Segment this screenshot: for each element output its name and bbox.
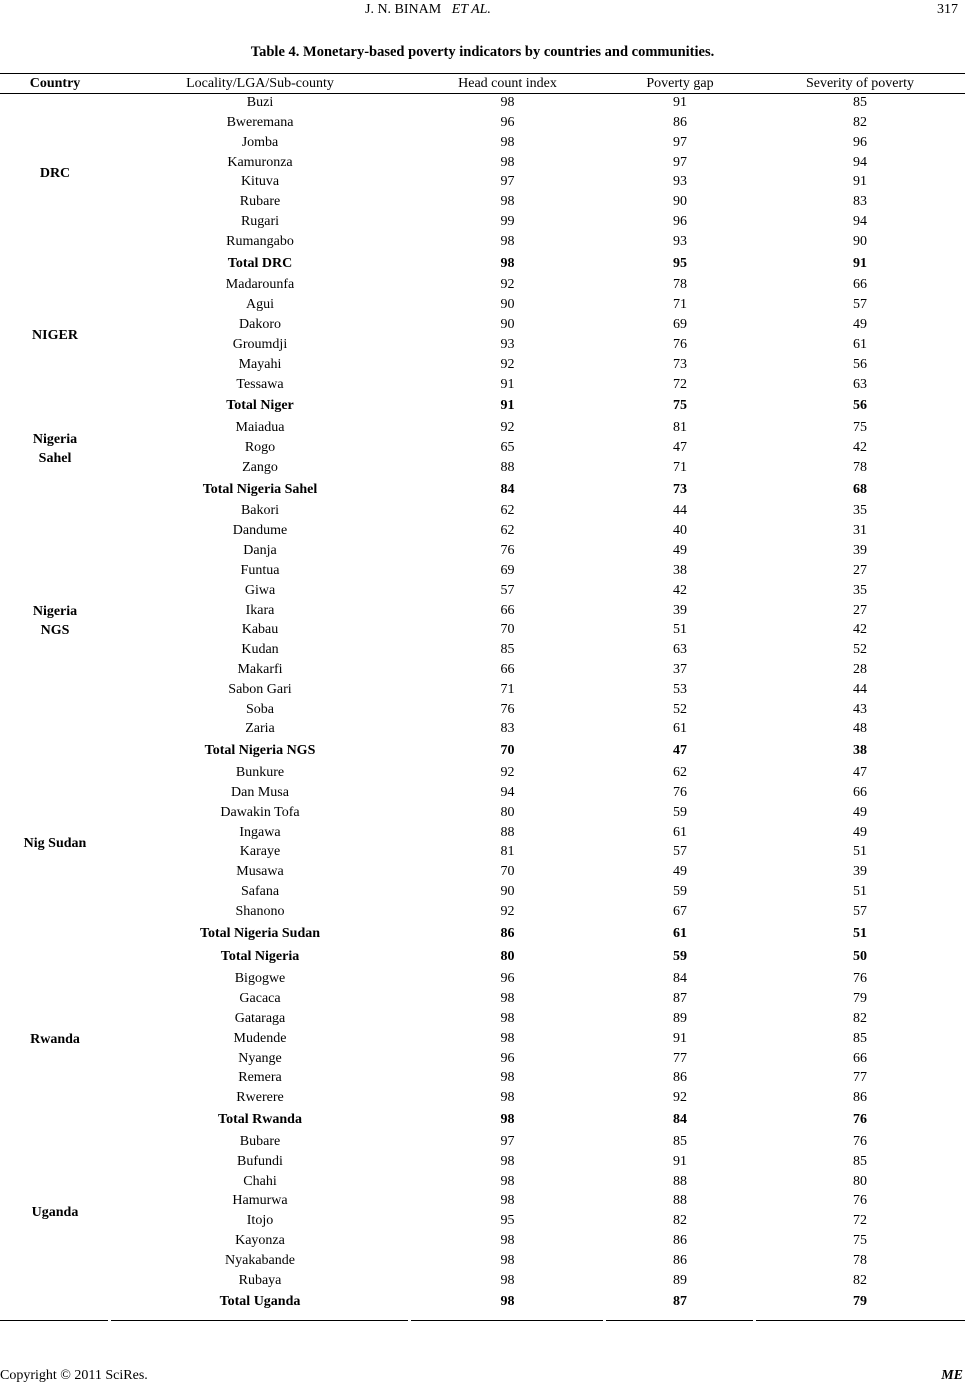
running-head-author	[365, 0, 491, 20]
severity-cell: 72	[853, 1213, 867, 1229]
head-count-cell: 76	[500, 543, 515, 558]
severity-cell: 61	[853, 336, 867, 352]
poverty-gap-cell: 76	[673, 336, 687, 352]
poverty-gap-cell: 59	[673, 804, 687, 820]
head-count-total-cell: 80	[500, 949, 515, 965]
head-count-cell: 97	[500, 1133, 515, 1149]
locality-total-cell: Total Rwanda	[218, 1112, 302, 1127]
severity-cell: 31	[853, 523, 867, 539]
locality-cell: Makarfi	[237, 662, 283, 677]
poverty-gap-cell: 72	[673, 376, 687, 392]
head-count-cell: 98	[500, 233, 515, 249]
poverty-gap-cell: 89	[673, 1272, 687, 1288]
poverty-gap-cell: 47	[673, 439, 687, 455]
locality-cell: Rubaya	[238, 1272, 282, 1288]
locality-cell: Kayonza	[235, 1232, 285, 1248]
poverty-gap-total-cell: 61	[673, 925, 687, 941]
locality-cell: Funtua	[240, 562, 280, 578]
poverty-gap-cell: 57	[673, 844, 687, 860]
severity-cell: 49	[853, 317, 867, 332]
country-label	[0, 326, 110, 345]
head-count-cell: 98	[500, 1010, 515, 1026]
poverty-gap-cell: 89	[673, 1010, 687, 1026]
head-count-total-cell: 98	[500, 1112, 515, 1127]
locality-cell: Shanono	[235, 903, 285, 919]
poverty-gap-total-cell: 73	[673, 481, 687, 497]
head-count-cell: 98	[500, 1153, 515, 1169]
locality-total-cell: Total Nigeria Sudan	[199, 925, 321, 941]
poverty-gap-cell: 49	[673, 864, 687, 880]
severity-total-cell: 68	[853, 481, 867, 497]
severity-cell: 79	[853, 991, 867, 1007]
poverty-gap-total-cell: 95	[673, 255, 687, 271]
severity-cell: 66	[853, 1050, 867, 1066]
locality-cell: Soba	[246, 701, 274, 717]
head-count-cell: 88	[500, 459, 515, 475]
head-count-cell: 66	[500, 602, 515, 618]
locality-cell: Zango	[242, 459, 278, 475]
locality-total-cell: Total Nigeria Sahel	[202, 481, 318, 497]
head-count-cell: 71	[500, 681, 515, 697]
head-count-cell: 57	[500, 582, 515, 598]
severity-cell: 44	[853, 681, 867, 697]
head-count-total-cell: 86	[500, 925, 515, 941]
severity-cell: 35	[853, 582, 867, 598]
locality-cell: Giwa	[244, 582, 276, 598]
poverty-gap-cell: 59	[673, 884, 687, 899]
locality-cell: Mayahi	[238, 356, 282, 372]
head-count-cell: 98	[500, 1090, 515, 1106]
head-count-total-cell: 98	[500, 1294, 515, 1310]
severity-cell: 86	[853, 1090, 867, 1106]
locality-cell: Remera	[238, 1070, 282, 1086]
severity-cell: 78	[853, 459, 867, 475]
column-header-head-count: Head count index	[458, 76, 557, 91]
locality-cell: Buzi	[246, 95, 274, 110]
head-count-total-cell: 70	[500, 743, 515, 759]
head-count-cell: 90	[500, 884, 515, 899]
locality-cell: Rwerere	[236, 1090, 284, 1106]
head-count-cell: 98	[500, 134, 515, 150]
locality-cell: Gataraga	[234, 1010, 286, 1026]
locality-cell: Bubare	[239, 1133, 281, 1149]
head-count-cell: 94	[500, 784, 515, 800]
severity-cell: 94	[853, 213, 867, 229]
locality-cell: Mudende	[233, 1030, 287, 1046]
poverty-gap-cell: 44	[673, 503, 687, 519]
severity-cell: 82	[853, 1010, 867, 1026]
poverty-gap-cell: 71	[673, 297, 687, 313]
poverty-gap-cell: 85	[673, 1133, 687, 1149]
head-count-cell: 76	[500, 701, 515, 717]
poverty-gap-cell: 38	[673, 562, 687, 578]
severity-cell: 85	[853, 1030, 867, 1046]
head-count-cell: 90	[500, 317, 515, 332]
severity-cell: 52	[853, 642, 867, 658]
page-number: 317	[937, 2, 958, 17]
locality-cell: Rogo	[244, 439, 276, 455]
country-label-line: Uganda	[31, 1204, 79, 1220]
table-bottom-rule	[0, 1320, 965, 1321]
poverty-gap-cell: 87	[673, 991, 687, 1007]
locality-cell: Bunkure	[235, 765, 285, 781]
poverty-gap-cell: 73	[673, 356, 687, 372]
poverty-gap-cell: 97	[673, 134, 687, 150]
poverty-gap-cell: 42	[673, 582, 687, 598]
severity-cell: 76	[853, 1133, 867, 1149]
poverty-gap-cell: 53	[673, 681, 687, 697]
head-count-cell: 90	[500, 297, 515, 313]
severity-cell: 57	[853, 903, 867, 919]
severity-cell: 43	[853, 701, 867, 717]
head-count-cell: 92	[500, 277, 515, 293]
head-count-total-cell: 91	[500, 398, 515, 414]
severity-total-cell: 38	[853, 743, 867, 759]
head-count-cell: 81	[500, 844, 515, 860]
head-count-cell: 98	[500, 1070, 515, 1086]
locality-cell: Bigogwe	[234, 971, 286, 987]
locality-cell: Bweremana	[226, 114, 294, 130]
severity-total-cell: 76	[853, 1112, 867, 1127]
country-label-line: Rwanda	[30, 1032, 80, 1048]
poverty-gap-cell: 97	[673, 154, 687, 170]
severity-cell: 63	[853, 376, 867, 392]
locality-cell: Kamuronza	[227, 154, 293, 170]
poverty-gap-total-cell: 59	[673, 949, 687, 965]
column-header-locality: Locality/LGA/Sub-county	[186, 76, 334, 91]
locality-total-cell: Total DRC	[227, 255, 293, 271]
locality-cell: Safana	[240, 884, 280, 899]
poverty-gap-cell: 40	[673, 523, 687, 539]
poverty-gap-cell: 93	[673, 233, 687, 249]
poverty-gap-cell: 88	[673, 1193, 687, 1209]
poverty-gap-cell: 78	[673, 277, 687, 293]
head-count-cell: 88	[500, 824, 515, 840]
poverty-gap-cell: 86	[673, 1252, 687, 1268]
head-count-cell: 83	[500, 721, 515, 737]
severity-cell: 76	[853, 1193, 867, 1209]
head-count-cell: 70	[500, 864, 515, 880]
table-caption: Table 4. Monetary-based poverty indicators by countries and communities.	[250, 44, 715, 60]
locality-cell: Kabau	[241, 622, 279, 638]
locality-cell: Tessawa	[236, 376, 284, 392]
severity-cell: 83	[853, 194, 867, 210]
severity-cell: 27	[853, 602, 867, 618]
locality-cell: Ikara	[245, 602, 275, 618]
severity-cell: 85	[853, 1153, 867, 1169]
locality-cell: Danja	[243, 543, 277, 558]
poverty-gap-total-cell: 47	[673, 743, 687, 759]
head-count-cell: 96	[500, 1050, 515, 1066]
poverty-gap-cell: 82	[673, 1213, 687, 1229]
country-label	[0, 602, 110, 640]
severity-cell: 94	[853, 154, 867, 170]
severity-total-cell: 50	[853, 949, 867, 965]
locality-cell: Bufundi	[237, 1153, 283, 1169]
poverty-gap-cell: 91	[673, 1030, 687, 1046]
author-name: J. N. BINAM	[365, 2, 442, 17]
severity-cell: 27	[853, 562, 867, 578]
head-count-total-cell: 98	[500, 255, 515, 271]
poverty-gap-cell: 77	[673, 1050, 687, 1066]
severity-cell: 49	[853, 824, 867, 840]
poverty-gap-total-cell: 87	[673, 1294, 687, 1310]
poverty-gap-cell: 67	[673, 903, 687, 919]
head-count-cell: 96	[500, 114, 515, 130]
severity-cell: 51	[853, 844, 867, 860]
poverty-gap-cell: 61	[673, 721, 687, 737]
head-count-cell: 85	[500, 642, 515, 658]
country-label	[0, 164, 110, 183]
head-count-cell: 65	[500, 439, 515, 455]
locality-cell: Musawa	[236, 864, 284, 880]
rule-gap	[753, 1319, 756, 1322]
severity-cell: 75	[853, 1232, 867, 1248]
head-count-cell: 99	[500, 213, 515, 229]
severity-cell: 42	[853, 439, 867, 455]
country-label-line: Nigeria	[32, 604, 78, 620]
country-label-line: Nig Sudan	[23, 835, 87, 851]
head-count-cell: 98	[500, 95, 515, 110]
country-label	[0, 430, 110, 468]
head-count-total-cell: 84	[500, 481, 515, 497]
locality-cell: Dawakin Tofa	[220, 804, 300, 820]
column-header-poverty-gap: Poverty gap	[646, 76, 714, 91]
poverty-gap-cell: 52	[673, 701, 687, 717]
poverty-gap-cell: 86	[673, 114, 687, 130]
head-count-cell: 92	[500, 903, 515, 919]
severity-cell: 47	[853, 765, 867, 781]
rule-gap	[108, 1319, 111, 1322]
column-header-country: Country	[29, 76, 81, 91]
severity-cell: 90	[853, 233, 867, 249]
journal-abbrev: ME	[941, 1368, 963, 1383]
severity-cell: 51	[853, 884, 867, 899]
copyright-notice: Copyright © 2011 SciRes.	[0, 1368, 148, 1383]
rule-gap	[603, 1319, 606, 1322]
locality-cell: Madarounfa	[225, 277, 295, 293]
country-label-line: Sahel	[38, 450, 72, 466]
poverty-gap-cell: 81	[673, 420, 687, 436]
locality-cell: Nyakabande	[225, 1252, 295, 1268]
severity-cell: 66	[853, 784, 867, 800]
poverty-gap-cell: 92	[673, 1090, 687, 1106]
locality-cell: Nyange	[238, 1050, 282, 1066]
severity-cell: 82	[853, 1272, 867, 1288]
locality-total-cell: Total Uganda	[219, 1294, 301, 1310]
severity-total-cell: 79	[853, 1294, 867, 1310]
severity-total-cell: 51	[853, 925, 867, 941]
poverty-gap-cell: 49	[673, 543, 687, 558]
poverty-gap-total-cell: 84	[673, 1112, 687, 1127]
head-count-cell: 92	[500, 420, 515, 436]
head-count-cell: 92	[500, 356, 515, 372]
locality-cell: Groumdji	[232, 336, 288, 352]
poverty-gap-cell: 91	[673, 95, 687, 110]
country-label	[0, 834, 110, 853]
head-count-cell: 98	[500, 1272, 515, 1288]
locality-total-cell: Total Niger	[226, 398, 294, 414]
locality-cell: Rubare	[239, 194, 281, 210]
poverty-gap-cell: 69	[673, 317, 687, 332]
head-count-cell: 93	[500, 336, 515, 352]
head-count-cell: 98	[500, 1030, 515, 1046]
locality-cell: Maiadua	[235, 420, 285, 436]
head-count-cell: 66	[500, 662, 515, 677]
locality-cell: Rumangabo	[226, 233, 294, 249]
poverty-gap-cell: 93	[673, 174, 687, 190]
poverty-gap-cell: 86	[673, 1070, 687, 1086]
table-top-rule	[0, 73, 965, 74]
severity-cell: 56	[853, 356, 867, 372]
locality-cell: Kituva	[240, 174, 280, 190]
poverty-gap-cell: 51	[673, 622, 687, 638]
locality-cell: Dan Musa	[231, 784, 289, 800]
locality-cell: Jomba	[241, 134, 279, 150]
locality-total-cell: Total Nigeria	[220, 949, 300, 965]
poverty-gap-cell: 71	[673, 459, 687, 475]
locality-cell: Zaria	[245, 721, 275, 737]
head-count-cell: 96	[500, 971, 515, 987]
poverty-gap-cell: 61	[673, 824, 687, 840]
country-label	[0, 1030, 110, 1049]
rule-gap	[408, 1319, 411, 1322]
head-count-cell: 69	[500, 562, 515, 578]
severity-cell: 96	[853, 134, 867, 150]
head-count-cell: 98	[500, 154, 515, 170]
locality-cell: Agui	[246, 297, 274, 313]
severity-cell: 57	[853, 297, 867, 313]
poverty-gap-cell: 76	[673, 784, 687, 800]
severity-cell: 85	[853, 95, 867, 110]
poverty-gap-cell: 37	[673, 662, 687, 677]
poverty-gap-cell: 62	[673, 765, 687, 781]
head-count-cell: 98	[500, 1193, 515, 1209]
poverty-gap-cell: 90	[673, 194, 687, 210]
head-count-cell: 98	[500, 1173, 515, 1189]
severity-total-cell: 91	[853, 255, 867, 271]
severity-cell: 77	[853, 1070, 867, 1086]
poverty-gap-cell: 88	[673, 1173, 687, 1189]
locality-cell: Bakori	[240, 503, 280, 519]
poverty-gap-total-cell: 75	[673, 398, 687, 414]
locality-cell: Sabon Gari	[228, 681, 292, 697]
locality-total-cell: Total Nigeria NGS	[204, 743, 316, 759]
locality-cell: Dakoro	[239, 317, 281, 332]
country-label-line: DRC	[39, 165, 71, 181]
column-header-severity: Severity of poverty	[805, 76, 915, 91]
severity-cell: 82	[853, 114, 867, 130]
severity-cell: 76	[853, 971, 867, 987]
severity-cell: 48	[853, 721, 867, 737]
severity-cell: 28	[853, 662, 867, 677]
head-count-cell: 70	[500, 622, 515, 638]
head-count-cell: 91	[500, 376, 515, 392]
locality-cell: Itojo	[246, 1213, 274, 1229]
head-count-cell: 95	[500, 1213, 515, 1229]
locality-cell: Chahi	[243, 1173, 277, 1189]
head-count-cell: 80	[500, 804, 515, 820]
locality-cell: Gacaca	[239, 991, 281, 1007]
poverty-gap-cell: 91	[673, 1153, 687, 1169]
country-label-line: NGS	[40, 623, 70, 639]
head-count-cell: 98	[500, 194, 515, 210]
author-suffix: ET AL.	[451, 2, 491, 17]
locality-cell: Karaye	[239, 844, 281, 860]
head-count-cell: 98	[500, 1232, 515, 1248]
head-count-cell: 62	[500, 503, 515, 519]
severity-cell: 66	[853, 277, 867, 293]
country-label-line: Nigeria	[32, 431, 78, 447]
head-count-cell: 92	[500, 765, 515, 781]
severity-cell: 35	[853, 503, 867, 519]
poverty-gap-cell: 39	[673, 602, 687, 618]
severity-cell: 49	[853, 804, 867, 820]
poverty-gap-cell: 96	[673, 213, 687, 229]
poverty-gap-cell: 63	[673, 642, 687, 658]
locality-cell: Kudan	[241, 642, 279, 658]
country-label-line: NIGER	[32, 328, 78, 344]
locality-cell: Dandume	[232, 523, 288, 539]
locality-cell: Ingawa	[239, 824, 281, 840]
locality-cell: Hamurwa	[232, 1193, 288, 1209]
severity-cell: 91	[853, 174, 867, 190]
severity-cell: 39	[853, 543, 867, 558]
severity-cell: 75	[853, 420, 867, 436]
country-label	[0, 1203, 110, 1222]
head-count-cell: 62	[500, 523, 515, 539]
head-count-cell: 98	[500, 991, 515, 1007]
head-count-cell: 97	[500, 174, 515, 190]
poverty-gap-cell: 84	[673, 971, 687, 987]
severity-cell: 80	[853, 1173, 867, 1189]
severity-cell: 42	[853, 622, 867, 638]
severity-cell: 78	[853, 1252, 867, 1268]
head-count-cell: 98	[500, 1252, 515, 1268]
severity-total-cell: 56	[853, 398, 867, 414]
poverty-gap-cell: 86	[673, 1232, 687, 1248]
locality-cell: Rugari	[240, 213, 280, 229]
severity-cell: 39	[853, 864, 867, 880]
